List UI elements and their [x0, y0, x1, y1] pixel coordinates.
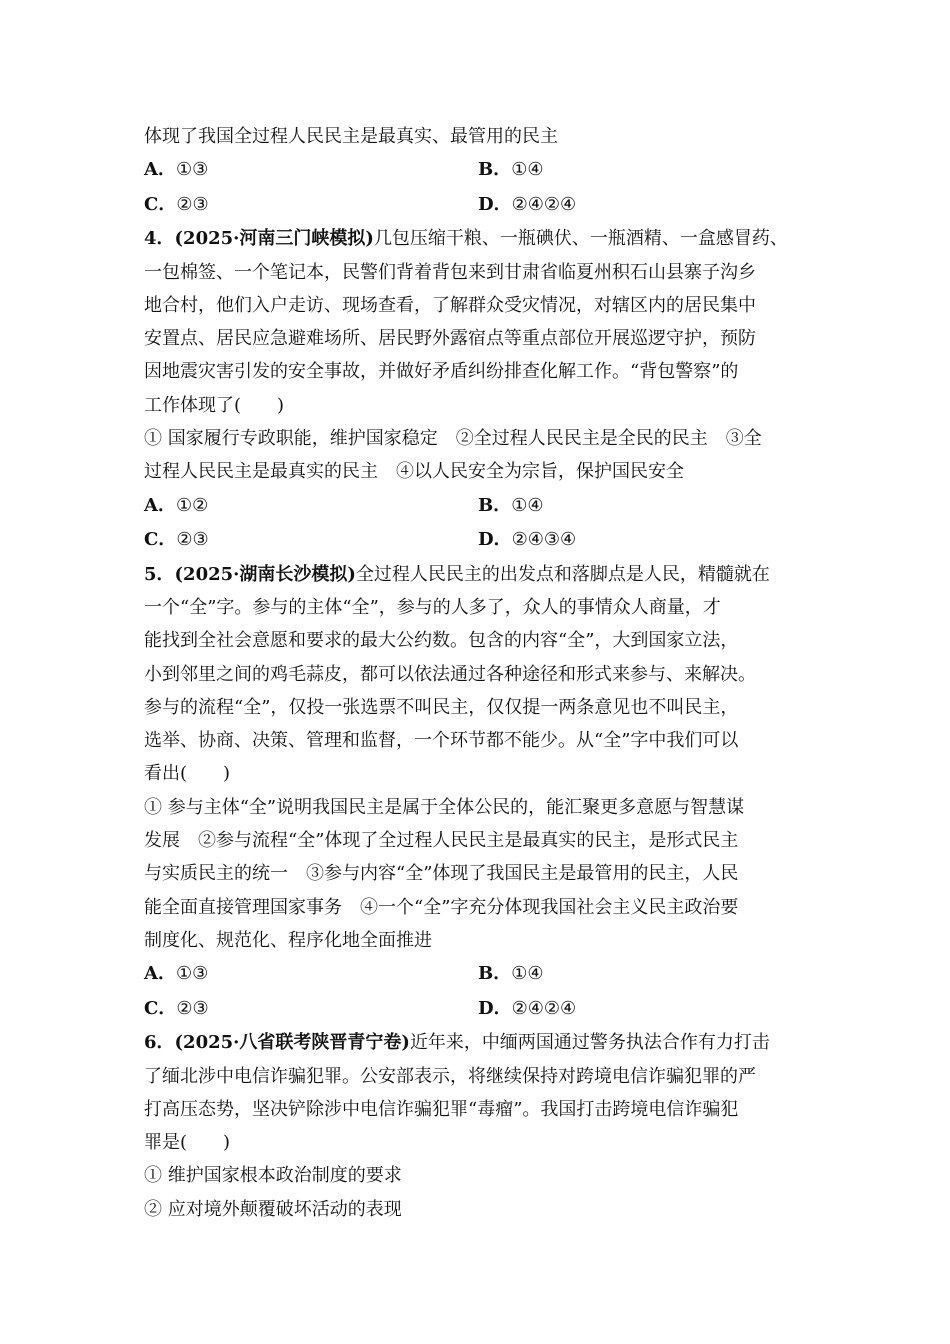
- question-source: (2025·八省联考陕晋青宁卷): [174, 1032, 410, 1054]
- question-6-stem-line: 罪是( ): [144, 1132, 231, 1154]
- option-d[interactable]: D．②④③④: [478, 529, 577, 551]
- question-4-statement-line: 过程人民民主是最真实的民主 ④以人民安全为宗旨，保护国民安全: [144, 461, 684, 483]
- question-6-stem-line: 6．(2025·八省联考陕晋青宁卷)近年来，中缅两国通过警务执法合作有力打击: [144, 1032, 770, 1054]
- option-row: [144, 153, 810, 188]
- question-6-statement-line: ① 维护国家根本政治制度的要求: [144, 1165, 402, 1187]
- option-a[interactable]: A．①②: [144, 494, 209, 516]
- question-4-stem-line: 安置点、居民应急避难场所、居民野外露宿点等重点部位开展巡逻守护，预防: [144, 328, 756, 350]
- question-5-statement-line: 发展 ②参与流程“全”体现了全过程人民民主是最真实的民主，是形式民主: [144, 830, 739, 852]
- question-number: 5．: [144, 563, 175, 585]
- question-5-stem-line: 选举、协商、决策、管理和监督，一个环节都不能少。从“全”字中我们可以: [144, 730, 739, 752]
- option-row: [144, 523, 810, 558]
- question-number: 6．: [144, 1032, 175, 1054]
- question-4-stem-line: 因地震灾害引发的安全事故，并做好矛盾纠纷排查化解工作。“背包警察”的: [144, 361, 739, 383]
- option-row: [144, 188, 810, 223]
- question-6-stem-line: 了缅北涉中电信诈骗犯罪。公安部表示，将继续保持对跨境电信诈骗犯罪的严: [144, 1065, 756, 1087]
- exam-page: [144, 120, 810, 1226]
- question-4-statement-line: ① 国家履行专政职能，维护国家稳定 ②全过程人民民主是全民的民主 ③全: [144, 428, 762, 450]
- question-3-tail: [144, 120, 810, 222]
- question-6-stem-line: 打高压态势，坚决铲除涉中电信诈骗犯罪“毒瘤”。我国打击跨境电信诈骗犯: [144, 1098, 739, 1120]
- question-number: 4．: [144, 228, 175, 250]
- option-d[interactable]: D．②④②④: [478, 997, 577, 1019]
- option-c[interactable]: C．②③: [144, 997, 209, 1019]
- question-4: [144, 222, 810, 557]
- question-5: [144, 558, 810, 1027]
- option-d[interactable]: D．②④②④: [478, 193, 577, 215]
- question-5-stem-line: 参与的流程“全”，仅投一张选票不叫民主，仅仅提一两条意见也不叫民主，: [144, 696, 739, 718]
- question-5-stem-line: 能找到全社会意愿和要求的最大公约数。包含的内容“全”，大到国家立法，: [144, 630, 739, 652]
- question-5-statement-line: 与实质民主的统一 ③参与内容“全”体现了我国民主是最管用的民主，人民: [144, 863, 739, 885]
- question-5-stem-line: 看出( ): [144, 763, 231, 785]
- option-c[interactable]: C．②③: [144, 529, 209, 551]
- option-c[interactable]: C．②③: [144, 193, 209, 215]
- option-row: [144, 957, 810, 992]
- question-5-stem-line: 小到邻里之间的鸡毛蒜皮，都可以依法通过各种途径和形式来参与、来解决。: [144, 663, 756, 685]
- question-3-stem-line: 体现了我国全过程人民民主是最真实、最管用的民主: [144, 126, 558, 147]
- option-row: [144, 489, 810, 524]
- question-4-stem-line: 4．(2025·河南三门峡模拟)几包压缩干粮、一瓶碘伏、一瓶酒精、一盒感冒药、: [144, 228, 788, 250]
- option-b[interactable]: B．①④: [478, 159, 544, 181]
- question-source: (2025·河南三门峡模拟): [174, 228, 374, 250]
- option-a[interactable]: A．①③: [144, 963, 209, 985]
- question-5-statement-line: ① 参与主体“全”说明我国民主是属于全体公民的，能汇聚更多意愿与智慧谋: [144, 796, 745, 818]
- option-b[interactable]: B．①④: [478, 963, 544, 985]
- question-4-stem-line: 地合村，他们入户走访、现场查看，了解群众受灾情况，对辖区内的居民集中: [144, 294, 756, 316]
- question-4-stem-line: 一包棉签、一个笔记本，民警们背着背包来到甘肃省临夏州积石山县寨子沟乡: [144, 261, 756, 283]
- question-6-statement-line: ② 应对境外颠覆破坏活动的表现: [144, 1198, 402, 1220]
- option-b[interactable]: B．①④: [478, 494, 544, 516]
- question-5-stem-line: 一个“全”字。参与的主体“全”，参与的人多了，众人的事情众人商量，才: [144, 596, 721, 618]
- question-source: (2025·湖南长沙模拟): [174, 563, 356, 585]
- option-row: [144, 992, 810, 1027]
- question-6: [144, 1026, 810, 1226]
- question-5-statement-line: 制度化、规范化、程序化地全面推进: [144, 929, 432, 951]
- option-a[interactable]: A．①③: [144, 159, 209, 181]
- question-4-stem-line: 工作体现了( ): [144, 394, 285, 416]
- question-5-statement-line: 能全面直接管理国家事务 ④一个“全”字充分体现我国社会主义民主政治要: [144, 896, 739, 918]
- question-5-stem-line: 5．(2025·湖南长沙模拟)全过程人民民主的出发点和落脚点是人民，精髓就在: [144, 563, 770, 585]
